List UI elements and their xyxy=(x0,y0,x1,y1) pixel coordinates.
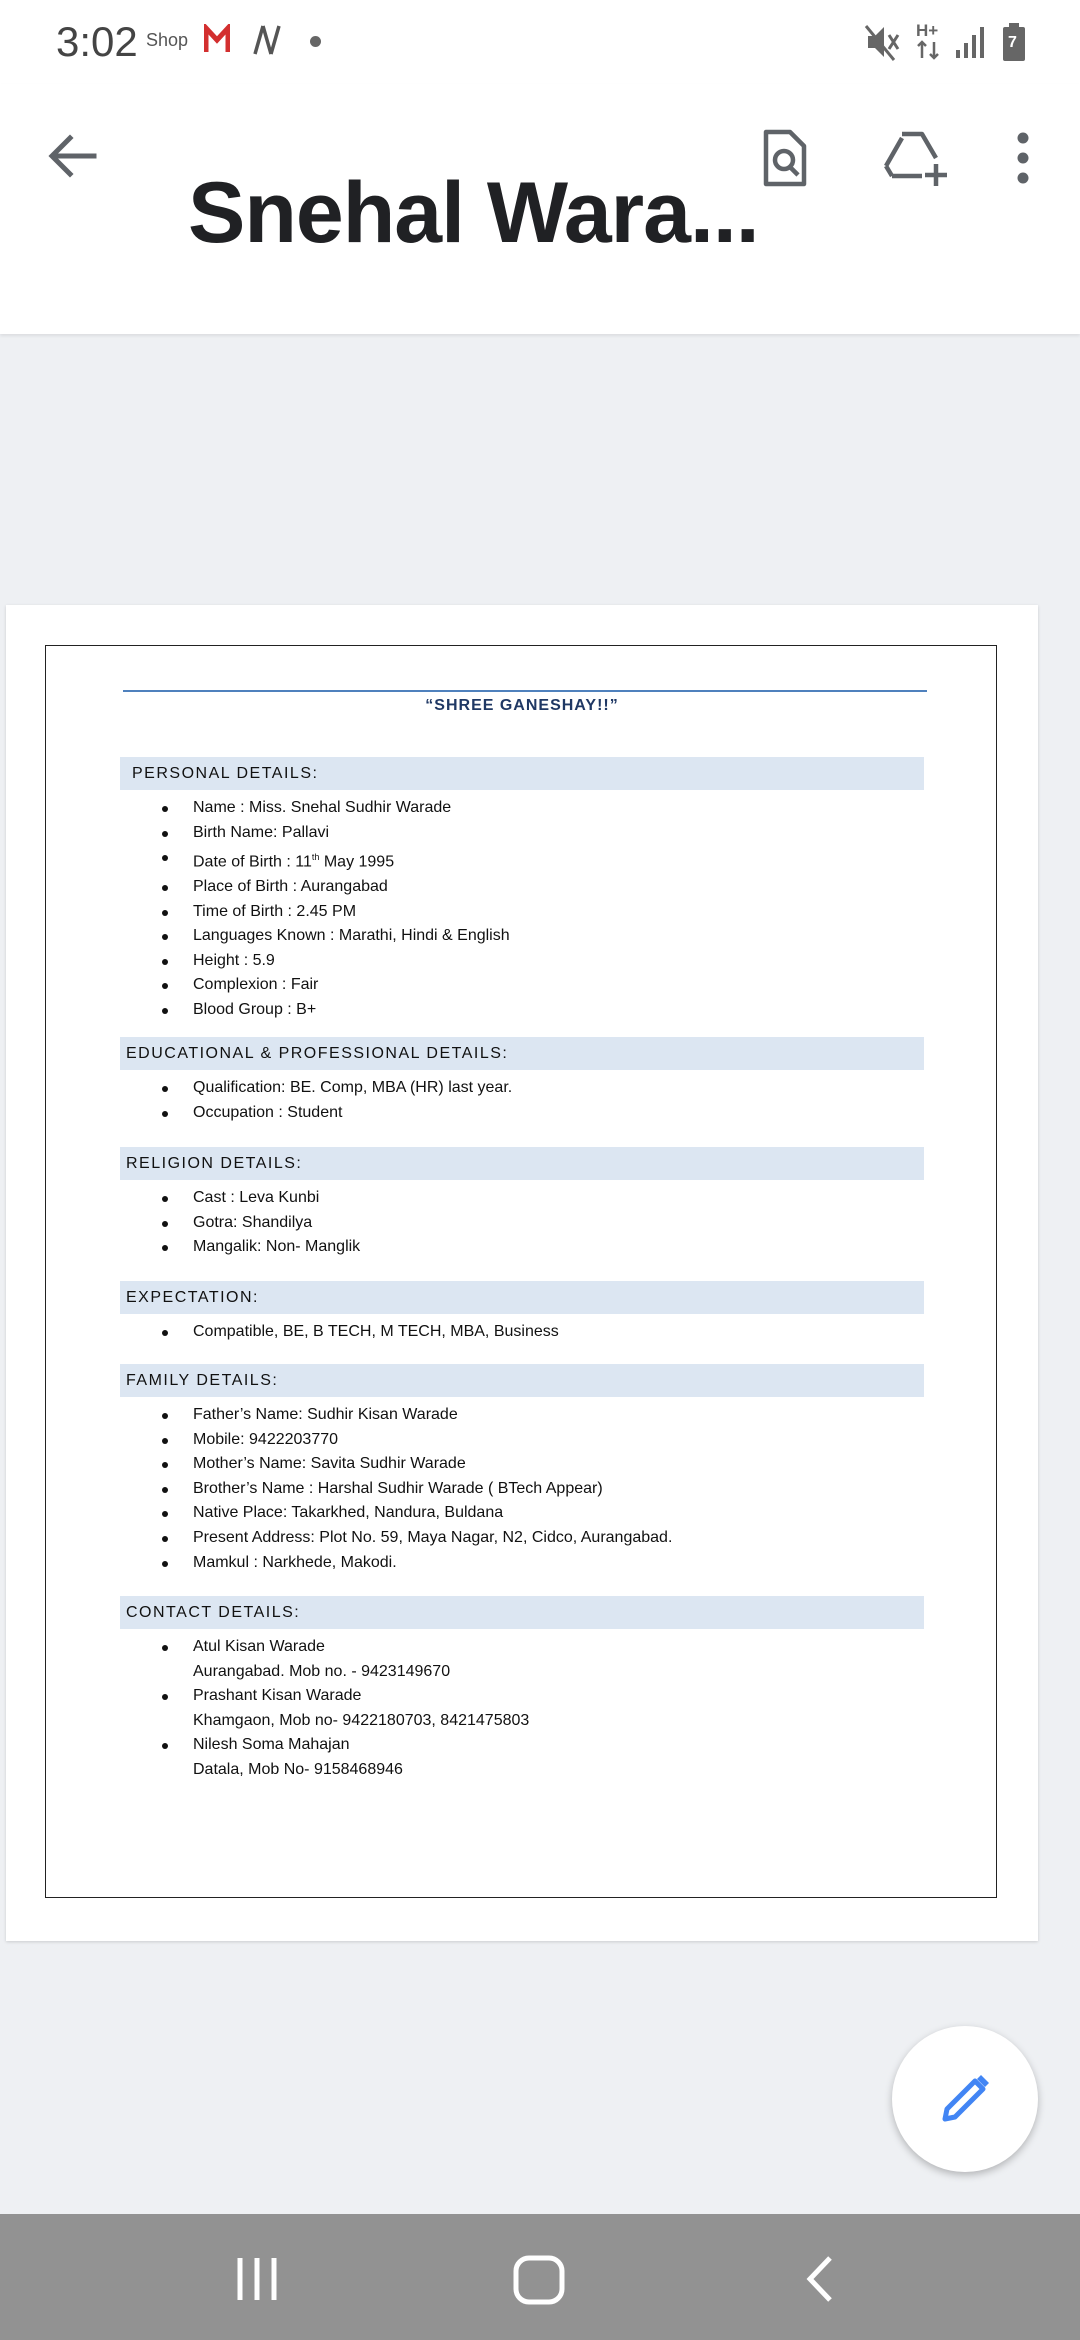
system-nav-bar xyxy=(0,2214,1080,2340)
dob-suffix: May 1995 xyxy=(319,853,395,871)
list-item: Native Place: Takarkhed, Nandura, Buldana xyxy=(126,1501,672,1526)
list-item: Mamkul : Narkhede, Makodi. xyxy=(126,1551,672,1576)
list-item: Cast : Leva Kunbi xyxy=(126,1186,360,1211)
edit-pencil-icon xyxy=(935,2069,995,2129)
list-item-dob xyxy=(126,845,510,875)
document-heading: “SHREE GANESHAY!!” xyxy=(425,697,619,714)
recent-apps-icon[interactable] xyxy=(222,2244,292,2314)
family-details-list xyxy=(126,1403,672,1575)
list-item: Blood Group : B+ xyxy=(126,998,510,1023)
list-item: Birth Name: Pallavi xyxy=(126,821,510,846)
list-item: Mother’s Name: Savita Sudhir Warade xyxy=(126,1452,672,1477)
dob-prefix: Date of Birth : 11 xyxy=(193,853,312,871)
list-item: Brother’s Name : Harshal Sudhir Warade ( BTech Appear) xyxy=(126,1477,672,1502)
list-item: Present Address: Plot No. 59, Maya Nagar, N2, Cidco, Aurangabad. xyxy=(126,1526,672,1551)
network-label: H+ xyxy=(916,21,939,40)
section-header-expectation: EXPECTATION: xyxy=(120,1281,924,1314)
back-icon[interactable] xyxy=(786,2244,856,2314)
add-to-drive-icon[interactable] xyxy=(878,126,954,190)
status-bar xyxy=(0,0,1080,84)
education-details-list xyxy=(126,1076,512,1125)
edit-fab-button[interactable] xyxy=(892,2026,1038,2172)
document-page[interactable] xyxy=(6,605,1038,1941)
dob-superscript: th xyxy=(311,852,320,863)
status-time: 3:02 xyxy=(56,18,138,65)
contact-item xyxy=(126,1635,529,1684)
heading-rule xyxy=(123,690,927,692)
section-header-education: EDUCATIONAL & PROFESSIONAL DETAILS: xyxy=(120,1037,924,1070)
contact-name: Atul Kisan Warade xyxy=(193,1638,325,1655)
contact-detail: Aurangabad. Mob no. - 9423149670 xyxy=(193,1662,451,1680)
contact-name: Prashant Kisan Warade xyxy=(193,1687,362,1705)
battery-icon xyxy=(1002,22,1026,67)
expectation-list xyxy=(126,1320,559,1345)
list-item: Occupation : Student xyxy=(126,1101,512,1126)
section-header-contact: CONTACT DETAILS: xyxy=(120,1596,924,1629)
contact-detail: Datala, Mob No- 9158468946 xyxy=(193,1760,403,1778)
contact-details-list xyxy=(126,1635,529,1783)
list-item: Father’s Name: Sudhir Kisan Warade xyxy=(126,1403,672,1428)
list-item: Compatible, BE, B TECH, M TECH, MBA, Business xyxy=(126,1320,559,1345)
list-item: Height : 5.9 xyxy=(126,949,510,974)
find-in-document-icon[interactable] xyxy=(752,126,816,190)
n-app-icon xyxy=(252,24,282,61)
contact-detail: Khamgaon, Mob no- 9422180703, 8421475803 xyxy=(193,1711,530,1729)
more-options-icon[interactable] xyxy=(1000,126,1046,190)
document-title: Snehal Wara... xyxy=(188,165,759,261)
mute-icon xyxy=(864,22,900,67)
list-item: Place of Birth : Aurangabad xyxy=(126,875,510,900)
battery-level: 7 xyxy=(1008,34,1017,51)
list-item: Gotra: Shandilya xyxy=(126,1211,360,1236)
list-item: Qualification: BE. Comp, MBA (HR) last year. xyxy=(126,1076,512,1101)
notification-dot xyxy=(310,36,321,47)
gmail-icon xyxy=(204,24,230,61)
app-bar xyxy=(0,84,1080,334)
section-header-family: FAMILY DETAILS: xyxy=(120,1364,924,1397)
signal-icon xyxy=(954,24,986,65)
home-icon[interactable] xyxy=(504,2244,574,2314)
personal-details-list xyxy=(126,796,510,1023)
contact-name: Nilesh Soma Mahajan xyxy=(193,1736,350,1754)
section-header-religion: RELIGION DETAILS: xyxy=(120,1147,924,1180)
contact-item xyxy=(126,1733,529,1782)
list-item: Mobile: 9422203770 xyxy=(126,1428,672,1453)
list-item: Time of Birth : 2.45 PM xyxy=(126,900,510,925)
contact-item xyxy=(126,1684,529,1733)
religion-details-list xyxy=(126,1186,360,1260)
shop-app-label: Shop xyxy=(146,30,189,50)
list-item: Name : Miss. Snehal Sudhir Warade xyxy=(126,796,510,821)
section-header-personal: PERSONAL DETAILS: xyxy=(120,757,924,790)
list-item: Mangalik: Non- Manglik xyxy=(126,1235,360,1260)
back-arrow-icon[interactable] xyxy=(42,124,106,188)
list-item: Complexion : Fair xyxy=(126,973,510,998)
list-item: Languages Known : Marathi, Hindi & English xyxy=(126,924,510,949)
network-hplus-icon xyxy=(916,22,942,65)
